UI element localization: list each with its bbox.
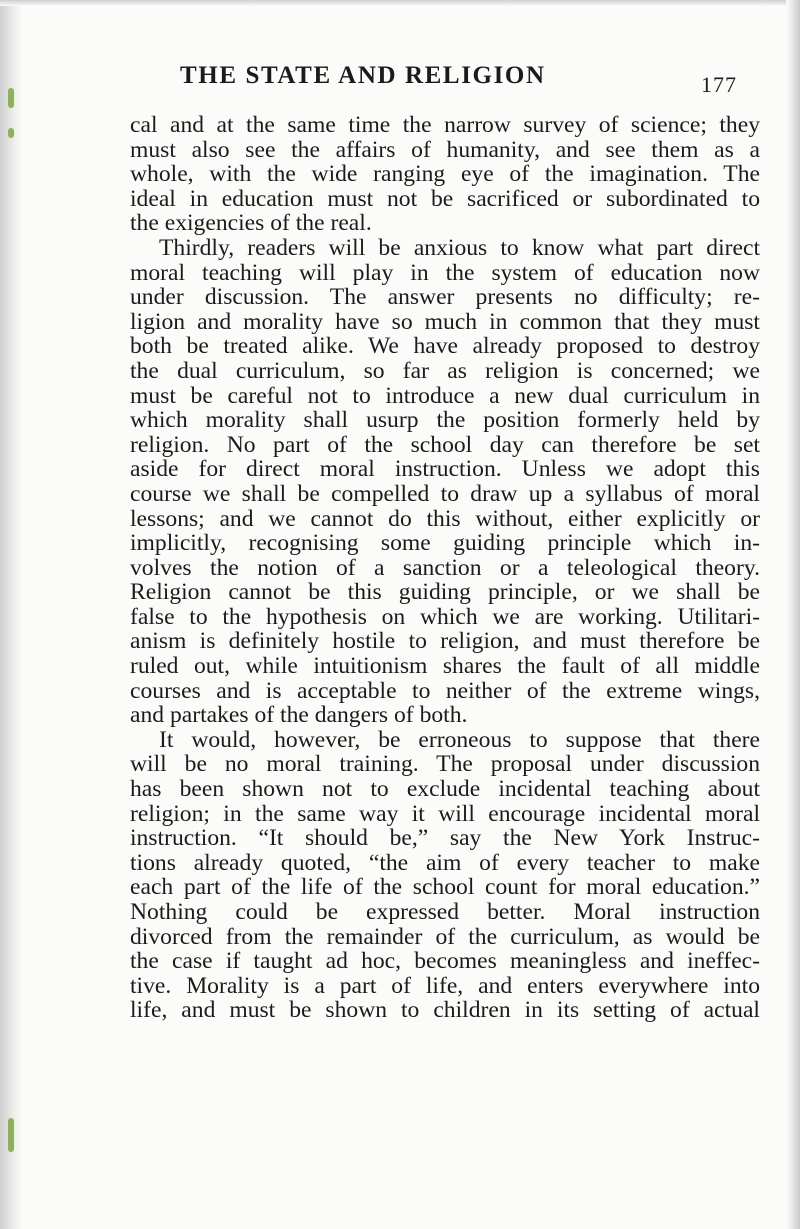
text-line: volves the notion of a sanction or a teleological theory. [130, 555, 760, 581]
text-line: lessons; and we cannot do this without, either explicitly or [130, 506, 760, 532]
text-line: and partakes of the dangers of both. [130, 703, 468, 728]
text-line: which morality shall usurp the position formerly held by [130, 408, 760, 433]
text-line: anism is definitely hostile to religion, and must therefore be [130, 629, 760, 655]
margin-stain [8, 128, 14, 138]
paragraph [130, 113, 760, 236]
text-line: Religion cannot be this guiding principle, or we shall be [130, 580, 760, 605]
text-line: tions already quoted, “the aim of every teacher to make [130, 850, 760, 876]
text-line: whole, with the wide ranging eye of the imagination. The [130, 162, 760, 187]
text-line: cal and at the same time the narrow survey of science; they [130, 113, 760, 138]
page-right-edge [786, 0, 800, 1229]
text-line: courses and is acceptable to neither of the extreme wings, [130, 678, 760, 704]
binding-shadow [0, 0, 22, 1229]
text-line: aside for direct moral instruction. Unless we adopt this [130, 457, 760, 482]
body-text [130, 113, 760, 1023]
text-line: false to the hypothesis on which we are working. Utilitari- [130, 604, 760, 630]
text-line: the exigencies of the real. [130, 211, 372, 236]
paragraph [130, 728, 760, 1023]
running-head: THE STATE AND RELIGION [180, 62, 546, 89]
text-line: tive. Morality is a part of life, and enters everywhere into [130, 973, 760, 999]
text-line: will be no moral training. The proposal under discussion [130, 752, 760, 778]
text-line: Thirdly, readers will be anxious to know what part direct [159, 235, 760, 261]
text-line: has been shown not to exclude incidental teaching about [130, 777, 760, 802]
text-line: ideal in education must not be sacrificed or subordinated to [130, 186, 760, 212]
margin-stain [8, 88, 14, 108]
text-line: Nothing could be expressed better. Moral instruction [130, 900, 760, 925]
text-line: religion; in the same way it will encourage incidental moral [130, 801, 760, 827]
text-line: course we shall be compelled to draw up a syllabus of moral [130, 481, 760, 507]
paragraph [130, 236, 760, 728]
text-line: implicitly, recognising some guiding principle which in- [130, 531, 760, 556]
text-line: ruled out, while intuitionism shares the fault of all middle [130, 654, 760, 679]
text-line: must be careful not to introduce a new dual curriculum in [130, 383, 760, 409]
page-top-edge [0, 0, 800, 6]
text-line: each part of the life of the school count for moral education.” [130, 875, 760, 900]
text-line: life, and must be shown to children in its setting of actual [130, 998, 760, 1023]
text-line: under discussion. The answer presents no difficulty; re- [130, 285, 760, 310]
text-line: must also see the affairs of humanity, and see them as a [130, 137, 760, 163]
text-line: the dual curriculum, so far as religion is concerned; we [130, 358, 760, 384]
text-line: religion. No part of the school day can therefore be set [130, 432, 760, 458]
text-line: instruction. “It should be,” say the New York Instruc- [130, 826, 760, 851]
margin-stain [8, 1118, 14, 1152]
text-line: the case if taught ad hoc, becomes meaningless and ineffec- [130, 949, 760, 974]
text-line: ligion and morality have so much in common that they must [130, 309, 760, 335]
text-line: moral teaching will play in the system of education now [130, 260, 760, 286]
text-line: both be treated alike. We have already proposed to destroy [130, 334, 760, 359]
page-header [130, 62, 760, 98]
page-number: 177 [701, 72, 737, 97]
text-line: divorced from the remainder of the curriculum, as would be [130, 924, 760, 950]
text-line: It would, however, be erroneous to suppose that there [159, 727, 760, 753]
